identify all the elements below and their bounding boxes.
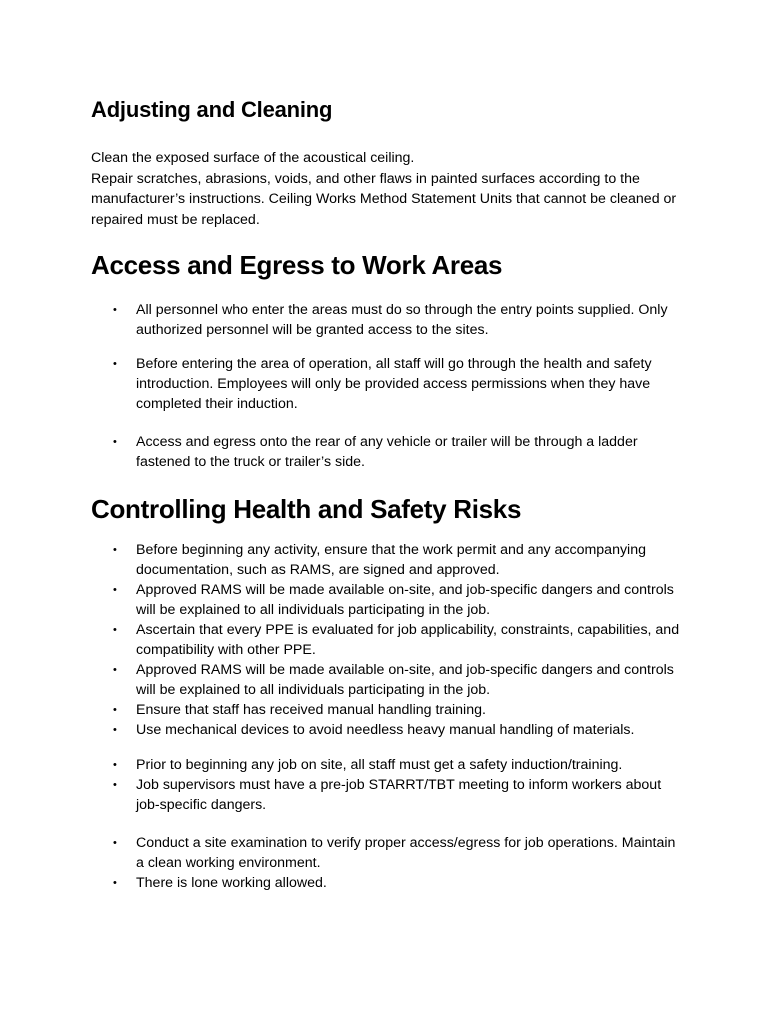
- health-safety-list: [91, 540, 681, 893]
- bullet-glyph: •: [113, 624, 117, 636]
- paragraph-clean-surface: Clean the exposed surface of the acoustical ceiling.: [91, 150, 415, 166]
- list-item: [91, 432, 681, 472]
- list-item-text: Ascertain that every PPE is evaluated for job applicability, constraints, capabilities, and compatibility with other PPE.: [136, 622, 680, 658]
- bullet-glyph: •: [113, 664, 117, 676]
- list-item: [91, 540, 681, 580]
- bullet-glyph: •: [113, 837, 117, 849]
- bullet-glyph: •: [113, 779, 117, 791]
- list-item-text: Approved RAMS will be made available on-site, and job-specific dangers and controls will be explained to all individuals participating in the job.: [136, 582, 674, 618]
- bullet-glyph: •: [113, 358, 117, 370]
- list-item-text: Conduct a site examination to verify proper access/egress for job operations. Maintain a clean working environment.: [136, 835, 676, 871]
- list-item: [91, 833, 681, 873]
- list-item-text: Prior to beginning any job on site, all staff must get a safety induction/training.: [136, 757, 623, 773]
- list-item: [91, 620, 681, 660]
- list-item-text: Approved RAMS will be made available on-site, and job-specific dangers and controls will be explained to all individuals participating in the job.: [136, 662, 674, 698]
- list-item: [91, 660, 681, 700]
- list-item: [91, 700, 681, 720]
- list-item-text: All personnel who enter the areas must do so through the entry points supplied. Only authorized personnel will be granted access to the sites.: [136, 302, 668, 338]
- list-item: [91, 720, 681, 740]
- bullet-glyph: •: [113, 304, 117, 316]
- access-egress-list: [91, 300, 681, 472]
- bullet-glyph: •: [113, 759, 117, 771]
- bullet-glyph: •: [113, 877, 117, 889]
- bullet-glyph: •: [113, 584, 117, 596]
- list-item-text: Before entering the area of operation, all staff will go through the health and safety introduction. Employees will only be provided access permissions when they have completed their induction.: [136, 356, 652, 412]
- paragraph-repair-scratches: Repair scratches, abrasions, voids, and other flaws in painted surfaces according to the manufacturer’s instructions. Ceiling Works Method Statement Units that cannot be cleaned or repaired must be replaced.: [91, 170, 677, 228]
- list-item-text: Use mechanical devices to avoid needless heavy manual handling of materials.: [136, 722, 635, 738]
- bullet-glyph: •: [113, 436, 117, 448]
- heading-access-and-egress: Access and Egress to Work Areas: [91, 250, 503, 280]
- list-item: [91, 873, 681, 893]
- list-item: [91, 775, 681, 815]
- bullet-glyph: •: [113, 724, 117, 736]
- list-item: [91, 300, 681, 340]
- list-item-text: Job supervisors must have a pre-job STARRT/TBT meeting to inform workers about job-specific dangers.: [136, 777, 662, 813]
- list-item-text: Ensure that staff has received manual handling training.: [136, 702, 486, 718]
- list-item-text: Access and egress onto the rear of any vehicle or trailer will be through a ladder fastened to the truck or trailer’s side.: [136, 434, 638, 470]
- bullet-glyph: •: [113, 704, 117, 716]
- bullet-glyph: •: [113, 544, 117, 556]
- list-item: [91, 755, 681, 775]
- list-item: [91, 354, 681, 414]
- heading-controlling-health-safety: Controlling Health and Safety Risks: [91, 494, 522, 524]
- list-item-text: There is lone working allowed.: [136, 875, 327, 891]
- document-content: [91, 94, 681, 893]
- heading-adjusting-and-cleaning: Adjusting and Cleaning: [91, 97, 333, 122]
- list-item-text: Before beginning any activity, ensure that the work permit and any accompanying documentation, such as RAMS, are signed and approved.: [136, 542, 646, 578]
- list-item: [91, 580, 681, 620]
